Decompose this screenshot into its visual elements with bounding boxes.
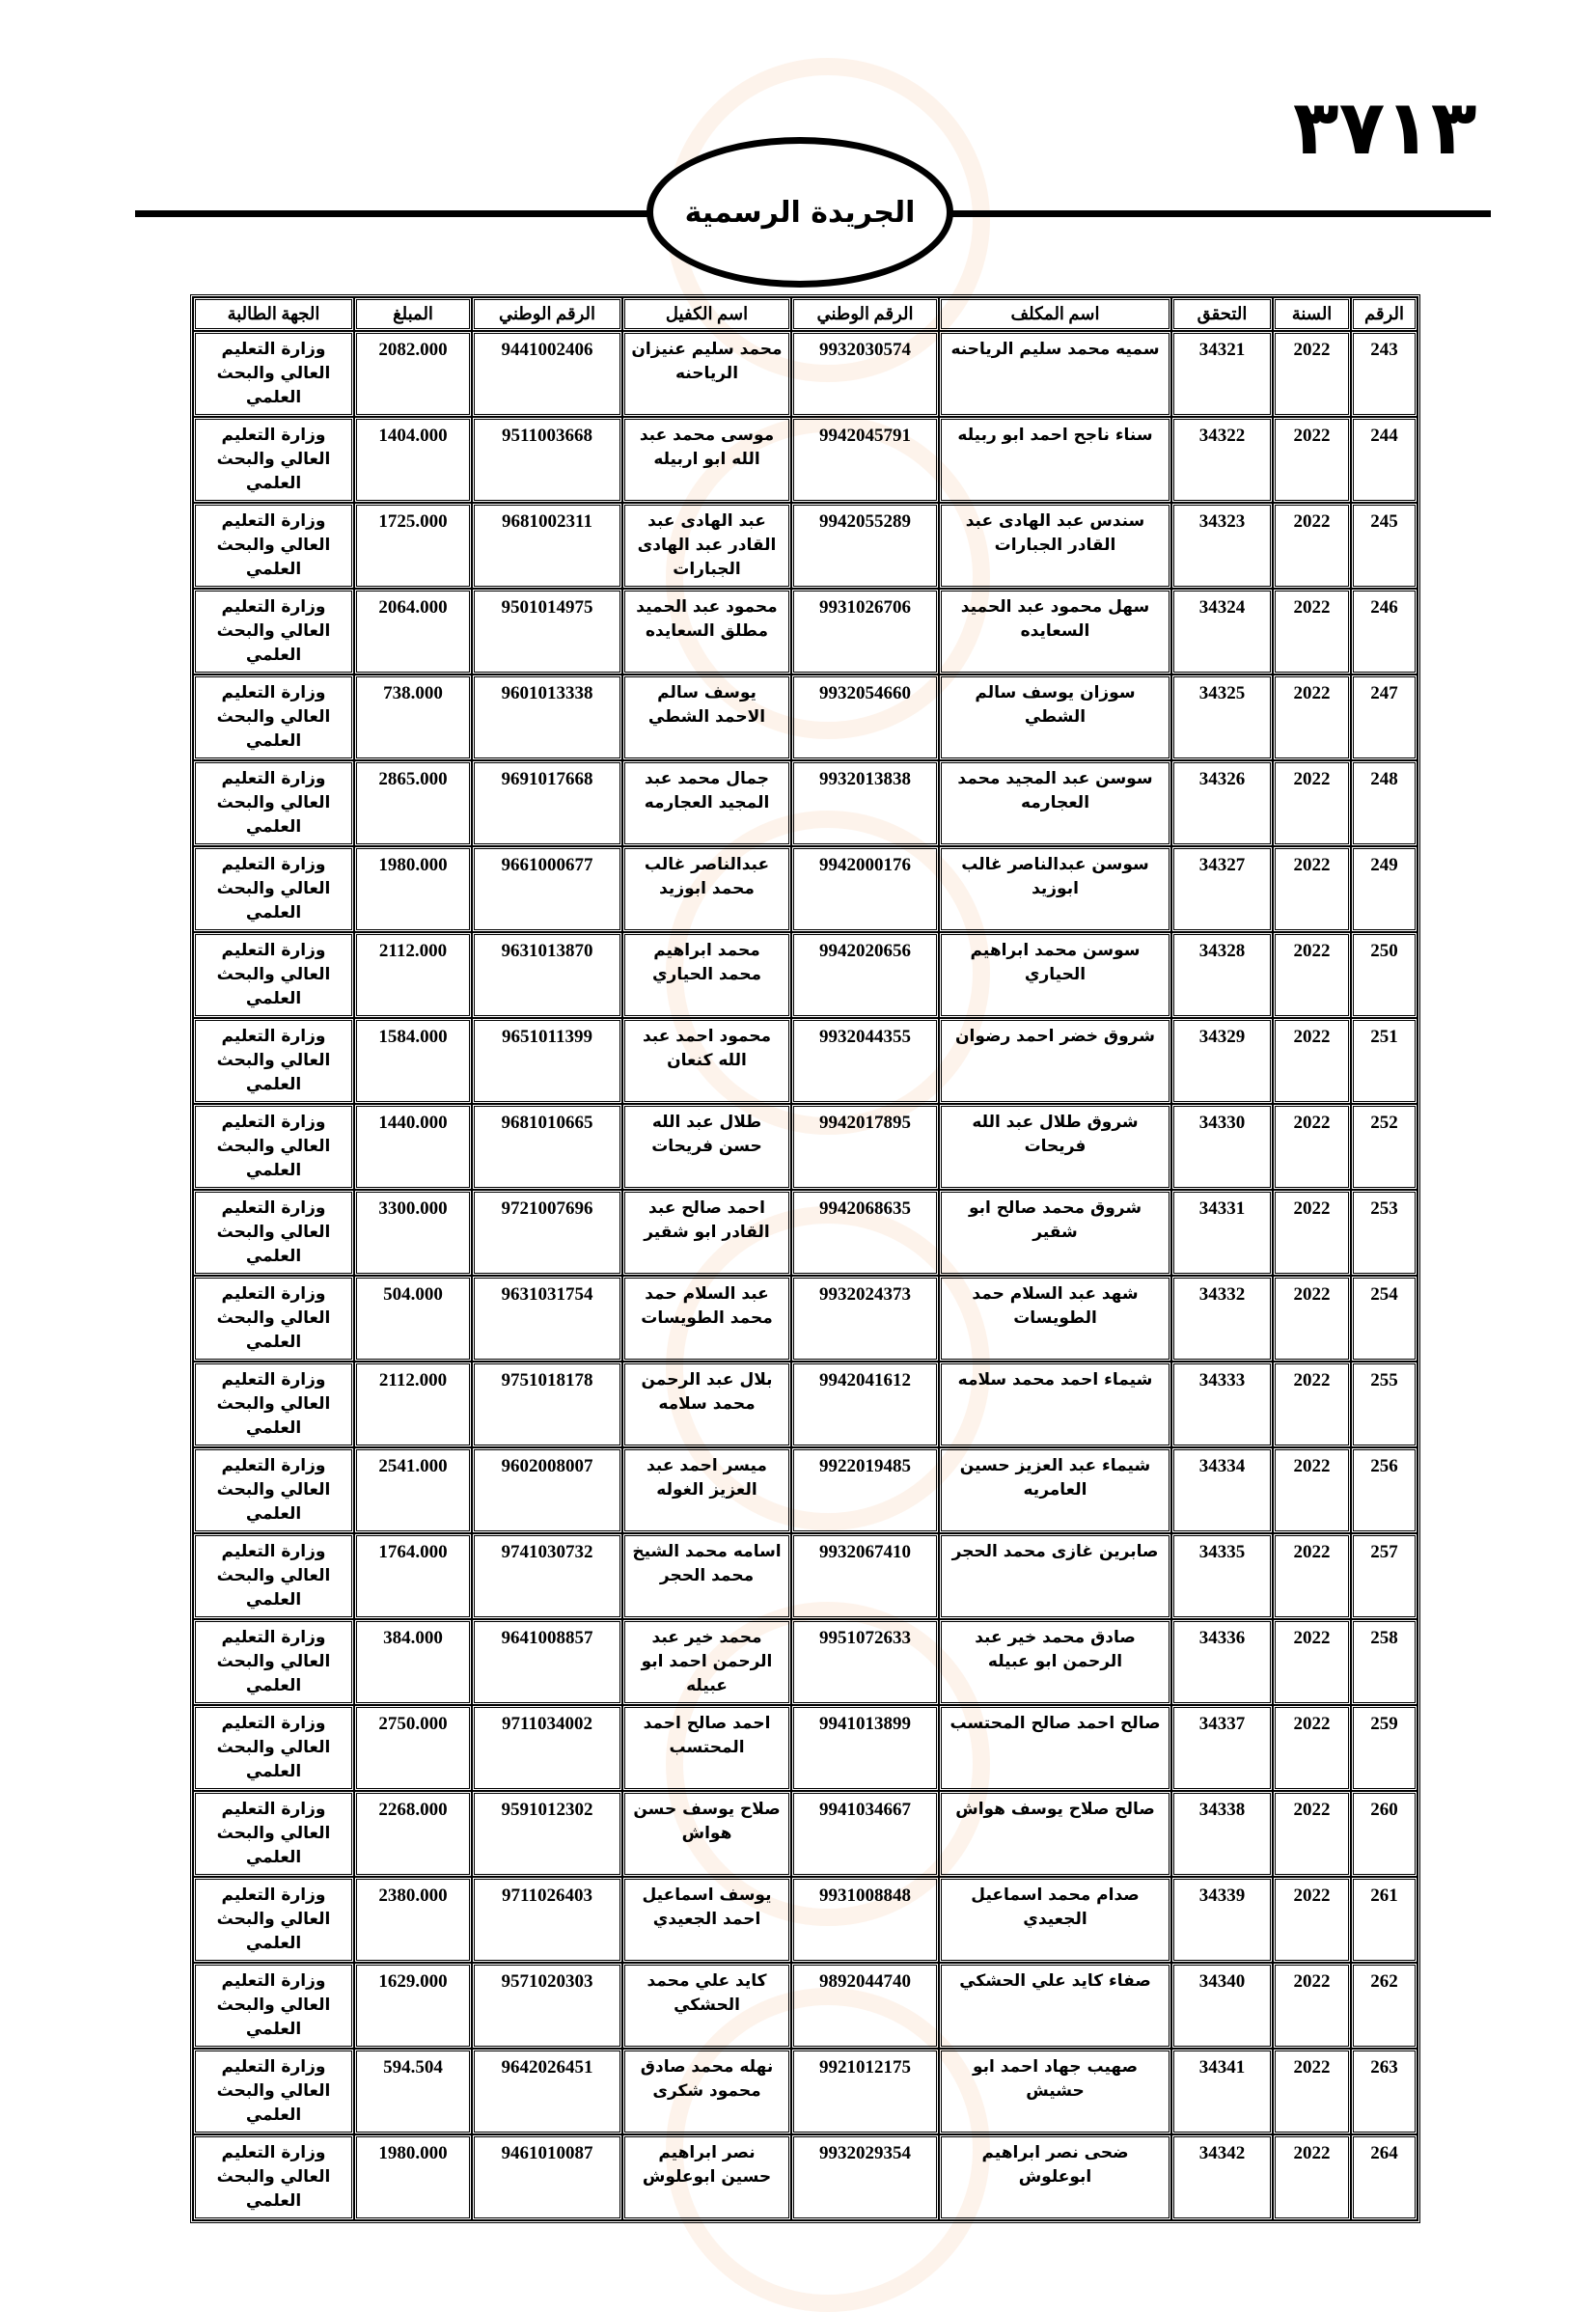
col-guarantor-cell: جمال محمد عبد المجيد العجارمه [622, 760, 791, 846]
col-number-cell: 262 [1351, 1963, 1417, 2049]
col-check-cell: 34329 [1171, 1018, 1273, 1104]
col-check-cell: 34341 [1171, 2049, 1273, 2134]
col-amount-cell: 1980.000 [354, 2134, 472, 2220]
col-name-cell: صدام محمد اسماعيل الجعيدي [939, 1877, 1171, 1963]
col-agency-cell: وزارة التعليم العالي والبحث العلمي [193, 1018, 354, 1104]
col-name-cell: شيماء عبد العزيز حسين العامريه [939, 1447, 1171, 1533]
records-table [190, 294, 1420, 2223]
col-check-cell: 34324 [1171, 589, 1273, 674]
col-agency-cell: وزارة التعليم العالي والبحث العلمي [193, 1190, 354, 1276]
col-name-cell: سوزان يوسف سالم الشطي [939, 674, 1171, 760]
col-guarantor-header: اسم الكفيل [622, 297, 791, 331]
col-agency-cell: وزارة التعليم العالي والبحث العلمي [193, 1104, 354, 1190]
col-check-cell: 34338 [1171, 1791, 1273, 1877]
col-agency-cell: وزارة التعليم العالي والبحث العلمي [193, 846, 354, 932]
col-national-id-cell: 9942055289 [791, 503, 939, 589]
col-number-cell: 251 [1351, 1018, 1417, 1104]
col-amount-cell: 2268.000 [354, 1791, 472, 1877]
col-number-cell: 253 [1351, 1190, 1417, 1276]
col-amount-cell: 2380.000 [354, 1877, 472, 1963]
col-check-cell: 34334 [1171, 1447, 1273, 1533]
col-year-cell: 2022 [1273, 1190, 1351, 1276]
table-row [193, 1533, 1417, 1619]
col-number-cell: 244 [1351, 417, 1417, 503]
col-check-cell: 34327 [1171, 846, 1273, 932]
col-number-cell: 256 [1351, 1447, 1417, 1533]
table-row [193, 331, 1417, 417]
col-name-cell: شروق خضر احمد رضوان [939, 1018, 1171, 1104]
col-guarantor-id-cell: 9681010665 [472, 1104, 622, 1190]
table-row [193, 932, 1417, 1018]
col-name-cell: صفاء كايد علي الحشكي [939, 1963, 1171, 2049]
col-agency-cell: وزارة التعليم العالي والبحث العلمي [193, 503, 354, 589]
col-year-cell: 2022 [1273, 846, 1351, 932]
col-name-cell: صابرين غازى محمد الحجر [939, 1533, 1171, 1619]
col-number-cell: 257 [1351, 1533, 1417, 1619]
col-agency-cell: وزارة التعليم العالي والبحث العلمي [193, 1705, 354, 1791]
col-agency-cell: وزارة التعليم العالي والبحث العلمي [193, 589, 354, 674]
col-year-cell: 2022 [1273, 1104, 1351, 1190]
col-agency-cell: وزارة التعليم العالي والبحث العلمي [193, 1963, 354, 2049]
table-row [193, 1963, 1417, 2049]
col-guarantor-cell: احمد صالح احمد المحتسب [622, 1705, 791, 1791]
col-amount-cell: 2750.000 [354, 1705, 472, 1791]
col-agency-cell: وزارة التعليم العالي والبحث العلمي [193, 1362, 354, 1447]
col-national-id-cell: 9942068635 [791, 1190, 939, 1276]
table-row [193, 674, 1417, 760]
col-guarantor-cell: موسى محمد عبد الله ابو اربيله [622, 417, 791, 503]
table-row [193, 1791, 1417, 1877]
col-number-header: الرقم [1351, 297, 1417, 331]
col-check-cell: 34335 [1171, 1533, 1273, 1619]
col-number-cell: 247 [1351, 674, 1417, 760]
col-national-id-cell: 9951072633 [791, 1619, 939, 1705]
col-national-id-cell: 9942045791 [791, 417, 939, 503]
col-check-cell: 34339 [1171, 1877, 1273, 1963]
table-row [193, 1018, 1417, 1104]
col-guarantor-cell: كايد علي محمد الحشكي [622, 1963, 791, 2049]
col-name-cell: سندس عبد الهادى عبد القادر الجبارات [939, 503, 1171, 589]
col-agency-cell: وزارة التعليم العالي والبحث العلمي [193, 417, 354, 503]
col-check-cell: 34337 [1171, 1705, 1273, 1791]
col-name-header: اسم المكلف [939, 297, 1171, 331]
col-check-header: التحقق [1171, 297, 1273, 331]
table-row [193, 1705, 1417, 1791]
col-check-cell: 34342 [1171, 2134, 1273, 2220]
col-name-cell: شيماء احمد محمد سلامه [939, 1362, 1171, 1447]
col-national-id-cell: 9921012175 [791, 2049, 939, 2134]
col-guarantor-id-cell: 9571020303 [472, 1963, 622, 2049]
col-agency-cell: وزارة التعليم العالي والبحث العلمي [193, 932, 354, 1018]
table-row [193, 1877, 1417, 1963]
col-national-id-cell: 9931026706 [791, 589, 939, 674]
col-year-cell: 2022 [1273, 2049, 1351, 2134]
col-guarantor-id-cell: 9711026403 [472, 1877, 622, 1963]
col-year-cell: 2022 [1273, 760, 1351, 846]
col-name-cell: صالح صلاح يوسف هواش [939, 1791, 1171, 1877]
col-agency-cell: وزارة التعليم العالي والبحث العلمي [193, 1533, 354, 1619]
col-number-cell: 249 [1351, 846, 1417, 932]
col-guarantor-cell: محمد خير عبد الرحمن احمد ابو عبيله [622, 1619, 791, 1705]
col-guarantor-cell: يوسف سالم الاحمد الشطي [622, 674, 791, 760]
col-check-cell: 34332 [1171, 1276, 1273, 1362]
col-amount-cell: 738.000 [354, 674, 472, 760]
col-guarantor-cell: عبد الهادى عبد القادر عبد الهادى الجبارات [622, 503, 791, 589]
col-guarantor-cell: بلال عبد الرحمن محمد سلامه [622, 1362, 791, 1447]
col-year-cell: 2022 [1273, 1619, 1351, 1705]
col-national-id-cell: 9942041612 [791, 1362, 939, 1447]
col-agency-cell: وزارة التعليم العالي والبحث العلمي [193, 2049, 354, 2134]
col-amount-cell: 384.000 [354, 1619, 472, 1705]
col-year-cell: 2022 [1273, 331, 1351, 417]
col-year-cell: 2022 [1273, 932, 1351, 1018]
col-check-cell: 34325 [1171, 674, 1273, 760]
col-agency-cell: وزارة التعليم العالي والبحث العلمي [193, 1877, 354, 1963]
col-guarantor-id-cell: 9601013338 [472, 674, 622, 760]
col-check-cell: 34330 [1171, 1104, 1273, 1190]
table-row [193, 589, 1417, 674]
col-year-cell: 2022 [1273, 417, 1351, 503]
col-check-cell: 34323 [1171, 503, 1273, 589]
col-name-cell: شهد عبد السلام حمد الطويسات [939, 1276, 1171, 1362]
col-guarantor-cell: نهله محمد صادق محمود شكرى [622, 2049, 791, 2134]
col-guarantor-id-cell: 9501014975 [472, 589, 622, 674]
col-guarantor-cell: محمد سليم عنيزان الرياحنه [622, 331, 791, 417]
col-national-id-cell: 9941034667 [791, 1791, 939, 1877]
col-national-id-cell: 9942017895 [791, 1104, 939, 1190]
col-year-cell: 2022 [1273, 1018, 1351, 1104]
col-check-cell: 34322 [1171, 417, 1273, 503]
col-guarantor-id-cell: 9441002406 [472, 331, 622, 417]
col-name-cell: سهل محمود عبد الحميد السعايده [939, 589, 1171, 674]
table-row [193, 846, 1417, 932]
col-check-cell: 34331 [1171, 1190, 1273, 1276]
col-guarantor-id-cell: 9631013870 [472, 932, 622, 1018]
table-header [193, 297, 1417, 331]
col-number-cell: 259 [1351, 1705, 1417, 1791]
col-guarantor-cell: احمد صالح عبد القادر ابو شقير [622, 1190, 791, 1276]
col-guarantor-id-cell: 9721007696 [472, 1190, 622, 1276]
col-guarantor-cell: محمود احمد عبد الله كنعان [622, 1018, 791, 1104]
col-agency-cell: وزارة التعليم العالي والبحث العلمي [193, 674, 354, 760]
col-year-cell: 2022 [1273, 1791, 1351, 1877]
col-check-cell: 34333 [1171, 1362, 1273, 1447]
col-number-cell: 254 [1351, 1276, 1417, 1362]
page-number: ٣٧١٣ [1293, 85, 1477, 172]
col-amount-cell: 594.504 [354, 2049, 472, 2134]
table-row [193, 503, 1417, 589]
col-amount-cell: 2112.000 [354, 932, 472, 1018]
col-agency-cell: وزارة التعليم العالي والبحث العلمي [193, 1276, 354, 1362]
col-guarantor-id-cell: 9681002311 [472, 503, 622, 589]
col-national-id-cell: 9932030574 [791, 331, 939, 417]
col-name-cell: ضحى نصر ابراهيم ابوعلوش [939, 2134, 1171, 2220]
col-check-cell: 34321 [1171, 331, 1273, 417]
col-number-cell: 245 [1351, 503, 1417, 589]
col-amount-cell: 1629.000 [354, 1963, 472, 2049]
col-guarantor-cell: عبدالناصر غالب محمد ابوزيد [622, 846, 791, 932]
col-name-cell: سميه محمد سليم الرياحنه [939, 331, 1171, 417]
col-year-cell: 2022 [1273, 1877, 1351, 1963]
col-year-cell: 2022 [1273, 503, 1351, 589]
col-national-id-cell: 9922019485 [791, 1447, 939, 1533]
col-number-cell: 246 [1351, 589, 1417, 674]
col-number-cell: 243 [1351, 331, 1417, 417]
table-row [193, 2049, 1417, 2134]
col-national-id-cell: 9942020656 [791, 932, 939, 1018]
col-national-id-cell: 9932044355 [791, 1018, 939, 1104]
col-year-header: السنة [1273, 297, 1351, 331]
col-year-cell: 2022 [1273, 1362, 1351, 1447]
col-amount-cell: 1404.000 [354, 417, 472, 503]
col-national-id-cell: 9932024373 [791, 1276, 939, 1362]
col-check-cell: 34328 [1171, 932, 1273, 1018]
col-guarantor-cell: نصر ابراهيم حسين ابوعلوش [622, 2134, 791, 2220]
col-guarantor-id-cell: 9691017668 [472, 760, 622, 846]
col-national-id-cell: 9931008848 [791, 1877, 939, 1963]
col-national-id-cell: 9932054660 [791, 674, 939, 760]
table-row [193, 1447, 1417, 1533]
col-year-cell: 2022 [1273, 1447, 1351, 1533]
col-amount-cell: 2865.000 [354, 760, 472, 846]
col-name-cell: شروق محمد صالح ابو شقير [939, 1190, 1171, 1276]
col-guarantor-id-cell: 9661000677 [472, 846, 622, 932]
col-guarantor-cell: ميسر احمد عبد العزيز الغوله [622, 1447, 791, 1533]
col-guarantor-cell: عبد السلام حمد محمد الطويسات [622, 1276, 791, 1362]
col-name-cell: سوسن محمد ابراهيم الحياري [939, 932, 1171, 1018]
table-row [193, 1619, 1417, 1705]
col-guarantor-id-cell: 9641008857 [472, 1619, 622, 1705]
col-national-id-cell: 9942000176 [791, 846, 939, 932]
col-number-cell: 263 [1351, 2049, 1417, 2134]
col-name-cell: صهيب جهاد احمد ابو حشيش [939, 2049, 1171, 2134]
col-guarantor-cell: صلاح يوسف حسن هواش [622, 1791, 791, 1877]
col-name-cell: شروق طلال عبد الله فريحات [939, 1104, 1171, 1190]
col-guarantor-id-cell: 9741030732 [472, 1533, 622, 1619]
col-check-cell: 34340 [1171, 1963, 1273, 2049]
col-amount-cell: 3300.000 [354, 1190, 472, 1276]
col-year-cell: 2022 [1273, 1276, 1351, 1362]
col-national-id-header: الرقم الوطني [791, 297, 939, 331]
col-agency-cell: وزارة التعليم العالي والبحث العلمي [193, 760, 354, 846]
col-number-cell: 258 [1351, 1619, 1417, 1705]
col-agency-header: الجهة الطالبة [193, 297, 354, 331]
col-national-id-cell: 9932067410 [791, 1533, 939, 1619]
col-name-cell: صادق محمد خير عبد الرحمن ابو عبيله [939, 1619, 1171, 1705]
col-guarantor-id-cell: 9751018178 [472, 1362, 622, 1447]
col-year-cell: 2022 [1273, 1705, 1351, 1791]
col-guarantor-cell: محمد ابراهيم محمد الحياري [622, 932, 791, 1018]
col-number-cell: 248 [1351, 760, 1417, 846]
col-name-cell: سناء ناجح احمد ابو ربيله [939, 417, 1171, 503]
col-amount-cell: 1584.000 [354, 1018, 472, 1104]
col-year-cell: 2022 [1273, 1533, 1351, 1619]
col-year-cell: 2022 [1273, 1963, 1351, 2049]
col-agency-cell: وزارة التعليم العالي والبحث العلمي [193, 2134, 354, 2220]
table-row [193, 417, 1417, 503]
col-agency-cell: وزارة التعليم العالي والبحث العلمي [193, 1447, 354, 1533]
col-number-cell: 252 [1351, 1104, 1417, 1190]
col-guarantor-cell: يوسف اسماعيل احمد الجعيدي [622, 1877, 791, 1963]
table-row [193, 760, 1417, 846]
col-agency-cell: وزارة التعليم العالي والبحث العلمي [193, 1619, 354, 1705]
col-number-cell: 250 [1351, 932, 1417, 1018]
col-guarantor-id-header: الرقم الوطني [472, 297, 622, 331]
table-row [193, 1276, 1417, 1362]
col-national-id-cell: 9932013838 [791, 760, 939, 846]
col-year-cell: 2022 [1273, 674, 1351, 760]
col-year-cell: 2022 [1273, 2134, 1351, 2220]
table-row [193, 1190, 1417, 1276]
col-amount-cell: 1764.000 [354, 1533, 472, 1619]
col-name-cell: صالح احمد صالح المحتسب [939, 1705, 1171, 1791]
col-number-cell: 260 [1351, 1791, 1417, 1877]
col-amount-cell: 2082.000 [354, 331, 472, 417]
col-number-cell: 261 [1351, 1877, 1417, 1963]
col-national-id-cell: 9941013899 [791, 1705, 939, 1791]
col-guarantor-id-cell: 9461010087 [472, 2134, 622, 2220]
col-name-cell: سوسن عبدالناصر غالب ابوزيد [939, 846, 1171, 932]
col-amount-cell: 1440.000 [354, 1104, 472, 1190]
col-amount-cell: 1725.000 [354, 503, 472, 589]
col-guarantor-cell: اسامه محمد الشيخ محمد الحجر [622, 1533, 791, 1619]
col-guarantor-cell: محمود عبد الحميد مطلق السعايده [622, 589, 791, 674]
col-guarantor-id-cell: 9511003668 [472, 417, 622, 503]
col-agency-cell: وزارة التعليم العالي والبحث العلمي [193, 331, 354, 417]
col-amount-cell: 504.000 [354, 1276, 472, 1362]
col-year-cell: 2022 [1273, 589, 1351, 674]
table-row [193, 1104, 1417, 1190]
col-check-cell: 34336 [1171, 1619, 1273, 1705]
col-guarantor-id-cell: 9651011399 [472, 1018, 622, 1104]
col-guarantor-id-cell: 9602008007 [472, 1447, 622, 1533]
col-national-id-cell: 9892044740 [791, 1963, 939, 2049]
col-amount-cell: 2064.000 [354, 589, 472, 674]
col-guarantor-id-cell: 9591012302 [472, 1791, 622, 1877]
col-amount-cell: 1980.000 [354, 846, 472, 932]
col-check-cell: 34326 [1171, 760, 1273, 846]
col-guarantor-id-cell: 9711034002 [472, 1705, 622, 1791]
table-row [193, 2134, 1417, 2220]
header-emblem [647, 137, 953, 288]
col-guarantor-id-cell: 9642026451 [472, 2049, 622, 2134]
col-number-cell: 264 [1351, 2134, 1417, 2220]
col-amount-cell: 2112.000 [354, 1362, 472, 1447]
col-name-cell: سوسن عبد المجيد محمد العجارمه [939, 760, 1171, 846]
col-number-cell: 255 [1351, 1362, 1417, 1447]
header-title: الجريدة الرسمية [684, 195, 916, 230]
col-amount-cell: 2541.000 [354, 1447, 472, 1533]
col-agency-cell: وزارة التعليم العالي والبحث العلمي [193, 1791, 354, 1877]
col-guarantor-id-cell: 9631031754 [472, 1276, 622, 1362]
col-national-id-cell: 9932029354 [791, 2134, 939, 2220]
col-guarantor-cell: طلال عبد الله حسن فريحات [622, 1104, 791, 1190]
table-row [193, 1362, 1417, 1447]
col-amount-header: المبلغ [354, 297, 472, 331]
